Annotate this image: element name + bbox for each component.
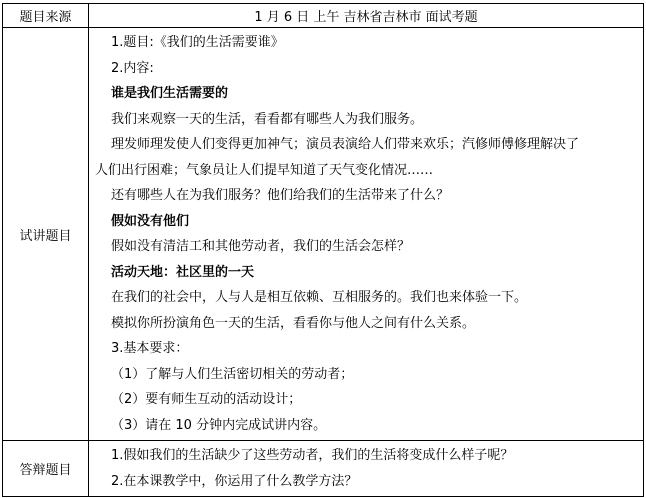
defense-label: 答辩题目: [3, 441, 89, 497]
defense-content: [89, 441, 644, 497]
defense-question: 1.假如我们的生活缺少了这些劳动者，我们的生活将变成什么样子呢？: [111, 448, 514, 463]
source-value: 1 月 6 日 上午 吉林省吉林市 面试考题: [89, 4, 644, 28]
section-heading: 假如没有他们: [111, 213, 190, 229]
requirement-item: （2）要有师生互动的活动设计；: [111, 392, 302, 407]
text-line: 还有哪些人在为我们服务？他们给我们的生活带来了什么？: [111, 188, 450, 203]
section-heading: 谁是我们生活需要的: [111, 86, 229, 101]
text-line: 人们出行困难；气象员让人们提早知道了天气变化情况……: [95, 162, 434, 178]
lecture-title-line: 1.题目:《我们的生活需要谁》: [111, 35, 284, 50]
header-row: [3, 4, 644, 28]
exam-table: [2, 3, 644, 497]
text-line: 理发师理发使人们变得更加神气；演员表演给人们带来欢乐；汽修师傅修理解决了: [111, 137, 580, 152]
text-line: 在我们的社会中，人与人是相互依赖、互相服务的。我们也来体验一下。: [111, 290, 528, 305]
defense-row: [3, 441, 644, 497]
lecture-content-heading: 2.内容:: [111, 60, 154, 76]
requirement-item: （1）了解与人们生活密切相关的劳动者；: [111, 366, 354, 382]
text-line: 模拟你所扮演角色一天的生活，看看你与他人之间有什么关系。: [111, 315, 476, 331]
section-heading: 活动天地：社区里的一天: [111, 264, 255, 280]
lecture-label: 试讲题目: [3, 28, 89, 441]
lecture-content: [89, 28, 644, 441]
requirement-item: （3）请在 10 分钟内完成试讲内容。: [111, 417, 327, 433]
lecture-row: [3, 28, 644, 441]
text-line: 假如没有清洁工和其他劳动者，我们的生活会怎样？: [111, 239, 411, 254]
defense-question: 2.在本课教学中，你运用了什么教学方法？: [111, 473, 358, 489]
requirements-heading: 3.基本要求：: [111, 341, 189, 356]
text-line: 我们来观察一天的生活，看看都有哪些人为我们服务。: [111, 111, 424, 127]
source-label: 题目来源: [3, 4, 89, 28]
